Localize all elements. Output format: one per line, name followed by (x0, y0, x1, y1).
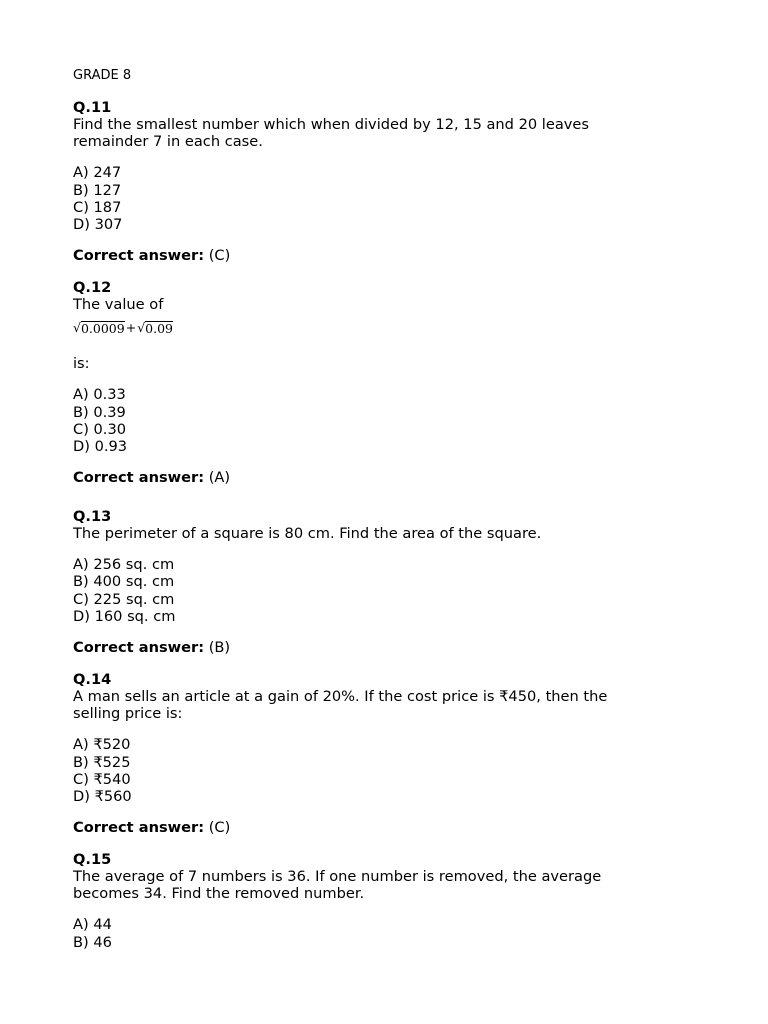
option-b: B) 127 (73, 181, 122, 199)
correct-answer (73, 247, 713, 264)
question-number: Q.15 (73, 851, 112, 868)
correct-answer-value: (C) (208, 819, 231, 837)
question-11 (73, 99, 713, 264)
grade-heading: GRADE 8 (73, 68, 132, 83)
option-c: C) 0.30 (73, 420, 127, 438)
option-d: D) ₹560 (73, 788, 132, 806)
option-a: A) 44 (73, 916, 112, 934)
sqrt-icon: √ (137, 320, 146, 336)
question-text-after: is: (73, 355, 90, 373)
sqrt-formula (73, 319, 713, 336)
question-number: Q.12 (73, 279, 112, 296)
question-15 (73, 851, 713, 951)
question-14 (73, 671, 713, 836)
correct-answer (73, 639, 713, 656)
option-b: B) 0.39 (73, 403, 126, 421)
option-d: D) 307 (73, 216, 123, 234)
question-text-line: remainder 7 in each case. (73, 133, 263, 151)
question-number: Q.11 (73, 99, 112, 116)
options-list (73, 736, 713, 805)
sqrt-term-2 (137, 319, 173, 336)
correct-answer (73, 819, 713, 836)
question-12 (73, 279, 713, 486)
correct-answer-value: (B) (208, 639, 231, 657)
options-list (73, 164, 713, 233)
question-text-line: becomes 34. Find the removed number. (73, 885, 365, 903)
option-a: A) 256 sq. cm (73, 556, 175, 574)
plus-sign: + (125, 320, 137, 336)
question-13 (73, 508, 713, 656)
option-d: D) 0.93 (73, 438, 128, 456)
correct-answer-value: (C) (208, 247, 231, 265)
option-c: C) ₹540 (73, 770, 131, 788)
question-text-line: The value of (73, 296, 164, 313)
options-list (73, 386, 713, 455)
option-b: B) ₹525 (73, 753, 131, 771)
option-a: A) 247 (73, 164, 122, 182)
question-text-line: The perimeter of a square is 80 cm. Find the area of the square. (73, 525, 542, 542)
sqrt-term-1 (73, 319, 125, 336)
option-a: A) 0.33 (73, 386, 126, 404)
radicand-1: 0.0009 (80, 321, 125, 337)
correct-answer-value: (A) (208, 469, 231, 487)
option-a: A) ₹520 (73, 736, 131, 754)
options-list (73, 916, 713, 950)
option-c: C) 225 sq. cm (73, 590, 175, 608)
option-c: C) 187 (73, 198, 122, 216)
question-text-line: Find the smallest number which when divided by 12, 15 and 20 leaves (73, 116, 589, 133)
correct-answer-label: Correct answer: (73, 639, 205, 657)
option-b: B) 400 sq. cm (73, 573, 175, 591)
question-number: Q.14 (73, 671, 112, 688)
options-list (73, 556, 713, 625)
radicand-2: 0.09 (145, 321, 174, 337)
question-text-line: A man sells an article at a gain of 20%. If the cost price is ₹450, then the (73, 688, 608, 705)
question-text-line: The average of 7 numbers is 36. If one number is removed, the average (73, 868, 602, 885)
question-text-line: selling price is: (73, 705, 183, 723)
option-d: D) 160 sq. cm (73, 607, 176, 625)
option-b: B) 46 (73, 933, 112, 951)
correct-answer-label: Correct answer: (73, 469, 205, 487)
sqrt-icon: √ (73, 320, 81, 336)
question-number: Q.13 (73, 508, 112, 525)
correct-answer (73, 469, 713, 486)
correct-answer-label: Correct answer: (73, 247, 205, 265)
correct-answer-label: Correct answer: (73, 819, 205, 837)
